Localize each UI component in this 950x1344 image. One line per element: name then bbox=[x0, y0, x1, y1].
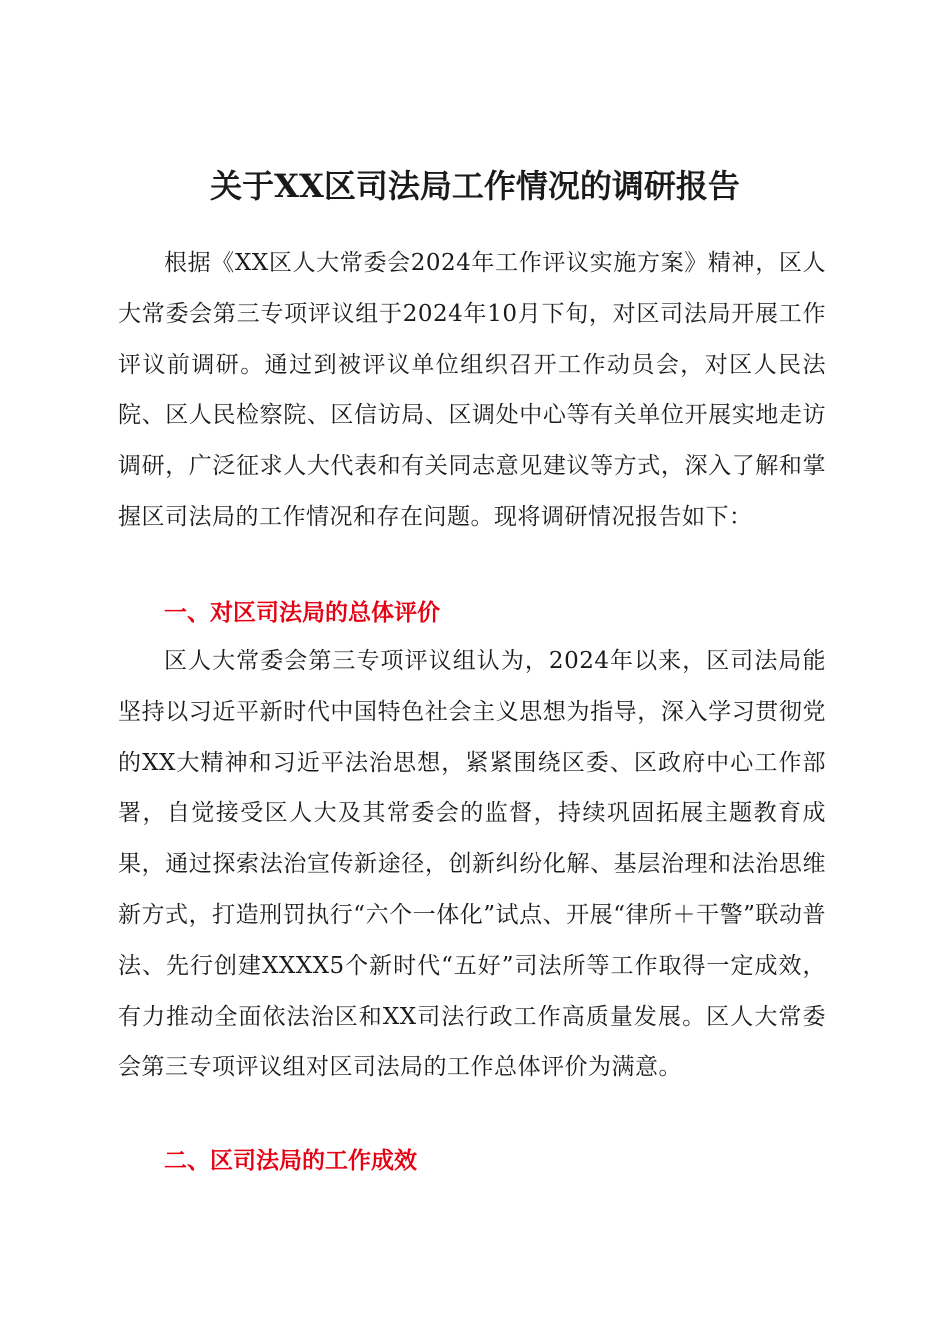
section-heading-2: 二、区司法局的工作成效 bbox=[164, 1148, 417, 1174]
document-title: 关于XX区司法局工作情况的调研报告 bbox=[210, 167, 740, 205]
section-1-paragraph: 区人大常委会第三专项评议组认为，2024年以来，区司法局能坚持以习近平新时代中国特色社会主义思想为指导，深入学习贯彻党的XX大精神和习近平法治思想，紧紧围绕区委、区政府中心工作部署，自觉接受区人大及其常委会的监督，持续巩固拓展主题教育成果，通过探索法治宣传新途径，创新纠纷化解、基层治理和法治思维新方式，打造刑罚执行“六个一体化”试点、开展“律所＋干警”联动普法、先行创建XXXX5个新时代“五好”司法所等工作取得一定成效，有力推动全面依法治区和XX司法行政工作高质量发展。区人大常委会第三专项评议组对区司法局的工作总体评价为满意。 bbox=[118, 648, 826, 1081]
section-heading-1: 一、对区司法局的总体评价 bbox=[164, 600, 440, 626]
intro-paragraph: 根据《XX区人大常委会2024年工作评议实施方案》精神，区人大常委会第三专项评议组于2024年10月下旬，对区司法局开展工作评议前调研。通过到被评议单位组织召开工作动员会，对区人民法院、区人民检察院、区信访局、区调处中心等有关单位开展实地走访调研，广泛征求人大代表和有关同志意见建议等方式，深入了解和掌握区司法局的工作情况和存在问题。现将调研情况报告如下： bbox=[118, 250, 826, 530]
